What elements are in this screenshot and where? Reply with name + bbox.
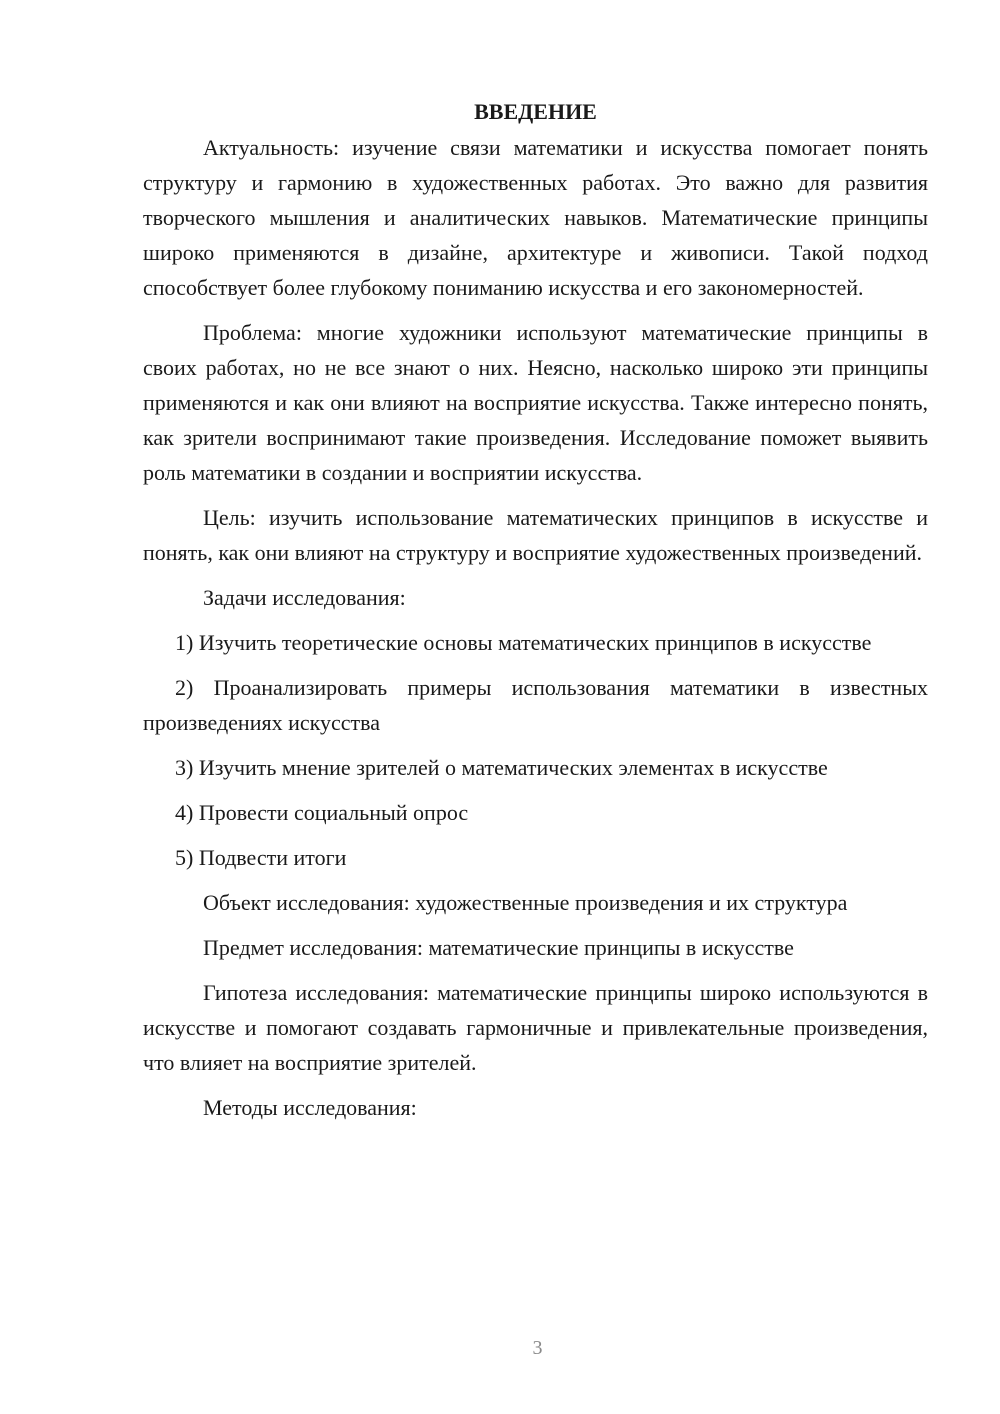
task-item-2: 2) Проанализировать примеры использования математики в известных произведениях искусства xyxy=(143,675,928,735)
page-content xyxy=(143,93,928,1125)
subject-paragraph: Предмет исследования: математические принципы в искусстве xyxy=(203,935,794,960)
relevance-paragraph: Актуальность: изучение связи математики и искусства помогает понять структуру и гармонию в художественных работах. Это важно для развития творческого мышления и аналитических навыков. Математические принципы широко применяются в дизайне, архитектуре и живописи. Такой подход способствует более глубокому пониманию искусства и его закономерностей. xyxy=(143,135,928,300)
section-heading: ВВЕДЕНИЕ xyxy=(474,99,597,124)
tasks-title: Задачи исследования: xyxy=(203,585,406,610)
object-paragraph: Объект исследования: художественные произведения и их структура xyxy=(203,890,848,915)
problem-paragraph: Проблема: многие художники используют математические принципы в своих работах, но не все знают о них. Неясно, насколько широко эти принципы применяются и как они влияют на восприятие искусства. Также интересно понять, как зрители воспринимают такие произведения. Исследование поможет выявить роль математики в создании и восприятии искусства. xyxy=(143,320,928,485)
task-item-3: 3) Изучить мнение зрителей о математических элементах в искусстве xyxy=(175,755,828,780)
task-item-4: 4) Провести социальный опрос xyxy=(175,800,469,825)
page-number: 3 xyxy=(532,1337,543,1359)
hypothesis-paragraph: Гипотеза исследования: математические принципы широко используются в искусстве и помогают создавать гармоничные и привлекательные произведения, что влияет на восприятие зрителей. xyxy=(143,980,928,1075)
task-item-5: 5) Подвести итоги xyxy=(175,845,347,870)
task-item-1: 1) Изучить теоретические основы математических принципов в искусстве xyxy=(175,630,872,655)
goal-paragraph: Цель: изучить использование математических принципов в искусстве и понять, как они влияют на структуру и восприятие художественных произведений. xyxy=(143,505,928,565)
methods-title: Методы исследования: xyxy=(203,1095,417,1120)
